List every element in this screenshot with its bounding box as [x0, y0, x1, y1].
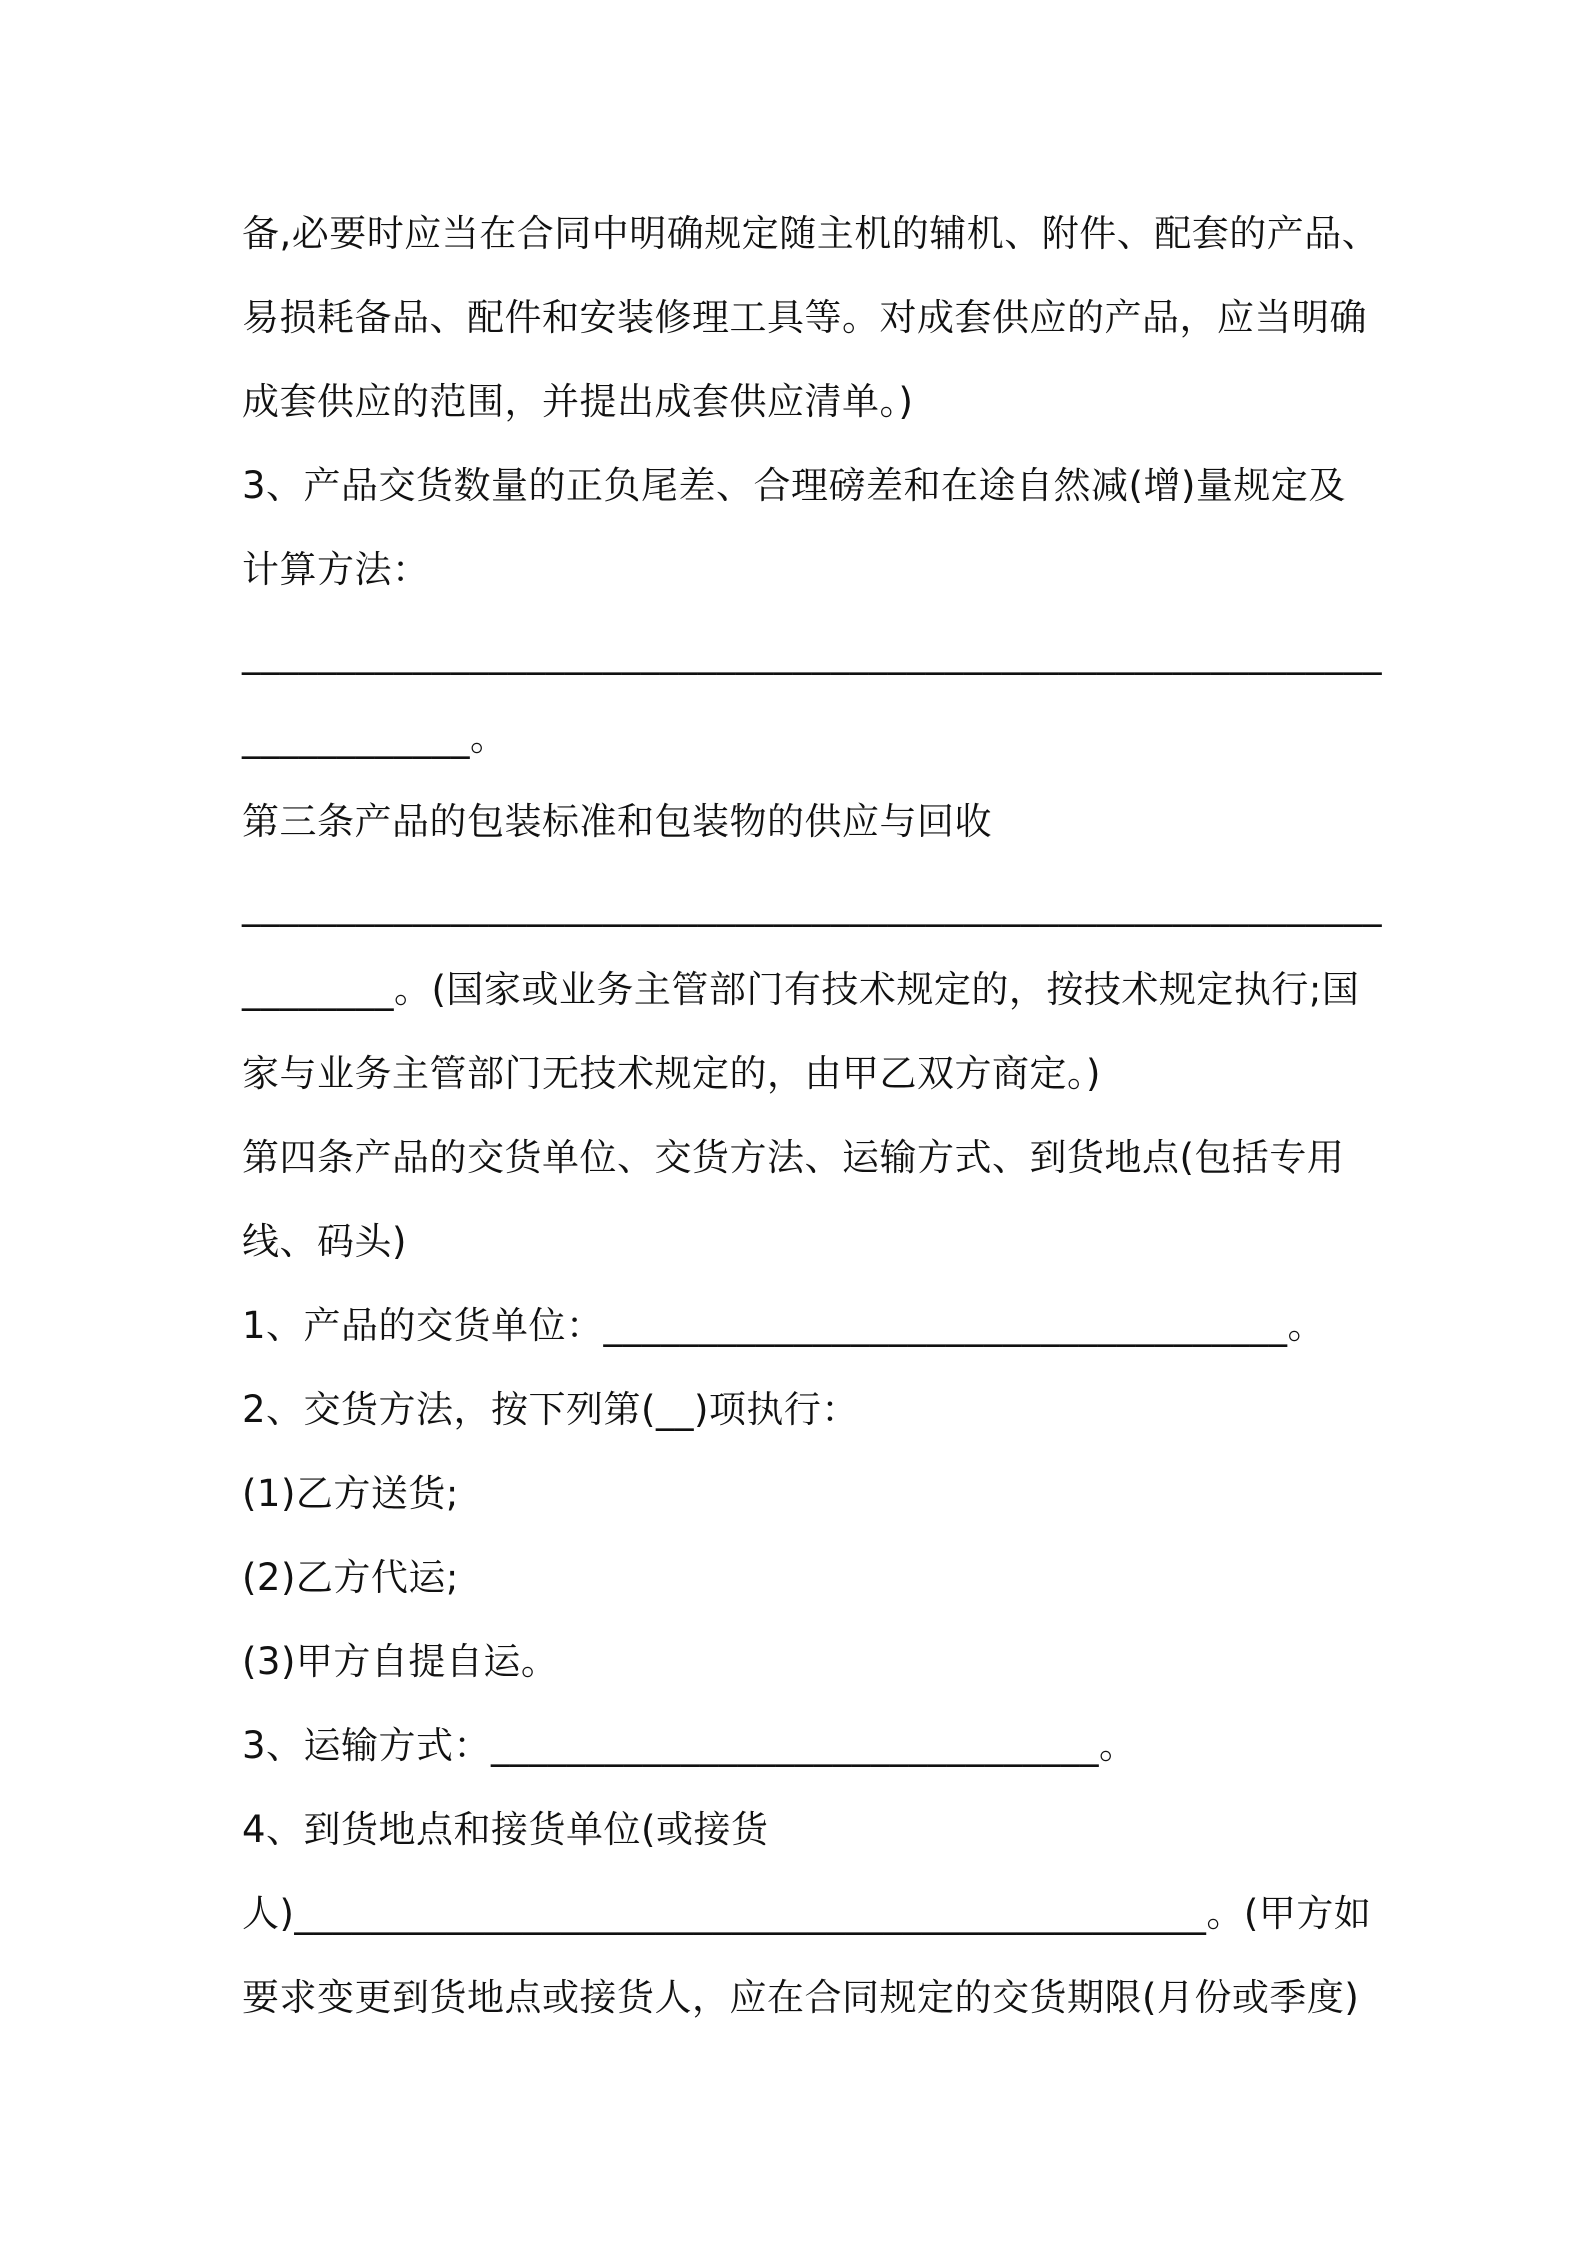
- blank-line-3: ____________________________________________________________: [242, 884, 1382, 927]
- clause-3-quantity-tolerance: 3、产品交货数量的正负尾差、合理磅差和在途自然减(增)量规定及: [242, 464, 1346, 507]
- option-3: (3)甲方自提自运。: [242, 1640, 559, 1683]
- text-line-21: 人)________________________________________________。(甲方如: [242, 1892, 1372, 1935]
- option-1: (1)乙方送货;: [242, 1472, 459, 1515]
- text-line-2: 易损耗备品、配件和安装修理工具等。对成套供应的产品，应当明确: [242, 296, 1367, 339]
- text-line-10: ________。(国家或业务主管部门有技术规定的，按技术规定执行;国: [242, 968, 1360, 1011]
- article-4-heading: 第四条产品的交货单位、交货方法、运输方式、到货地点(包括专用: [242, 1136, 1345, 1179]
- blank-line-2: ____________。: [242, 716, 508, 759]
- option-2: (2)乙方代运;: [242, 1556, 459, 1599]
- text-line-22: 要求变更到货地点或接货人，应在合同规定的交货期限(月份或季度): [242, 1976, 1360, 2019]
- document-page: [242, 192, 1382, 2040]
- text-line-1: 备,必要时应当在合同中明确规定随主机的辅机、附件、配套的产品、: [242, 212, 1380, 255]
- text-line-11: 家与业务主管部门无技术规定的，由甲乙双方商定。): [242, 1052, 1101, 1095]
- item-arrival-location: 4、到货地点和接货单位(或接货: [242, 1808, 769, 1851]
- blank-line-1: ____________________________________________________________: [242, 632, 1382, 675]
- article-3-heading: 第三条产品的包装标准和包装物的供应与回收: [242, 800, 992, 843]
- text-line-5: 计算方法：: [242, 548, 430, 591]
- item-delivery-method: 2、交货方法，按下列第(__)项执行：: [242, 1388, 859, 1431]
- item-delivery-unit: 1、产品的交货单位：____________________________________。: [242, 1304, 1326, 1347]
- item-transport-mode: 3、运输方式：________________________________。: [242, 1724, 1137, 1767]
- text-line-3: 成套供应的范围，并提出成套供应清单。): [242, 380, 914, 423]
- text-line-13: 线、码头): [242, 1220, 407, 1263]
